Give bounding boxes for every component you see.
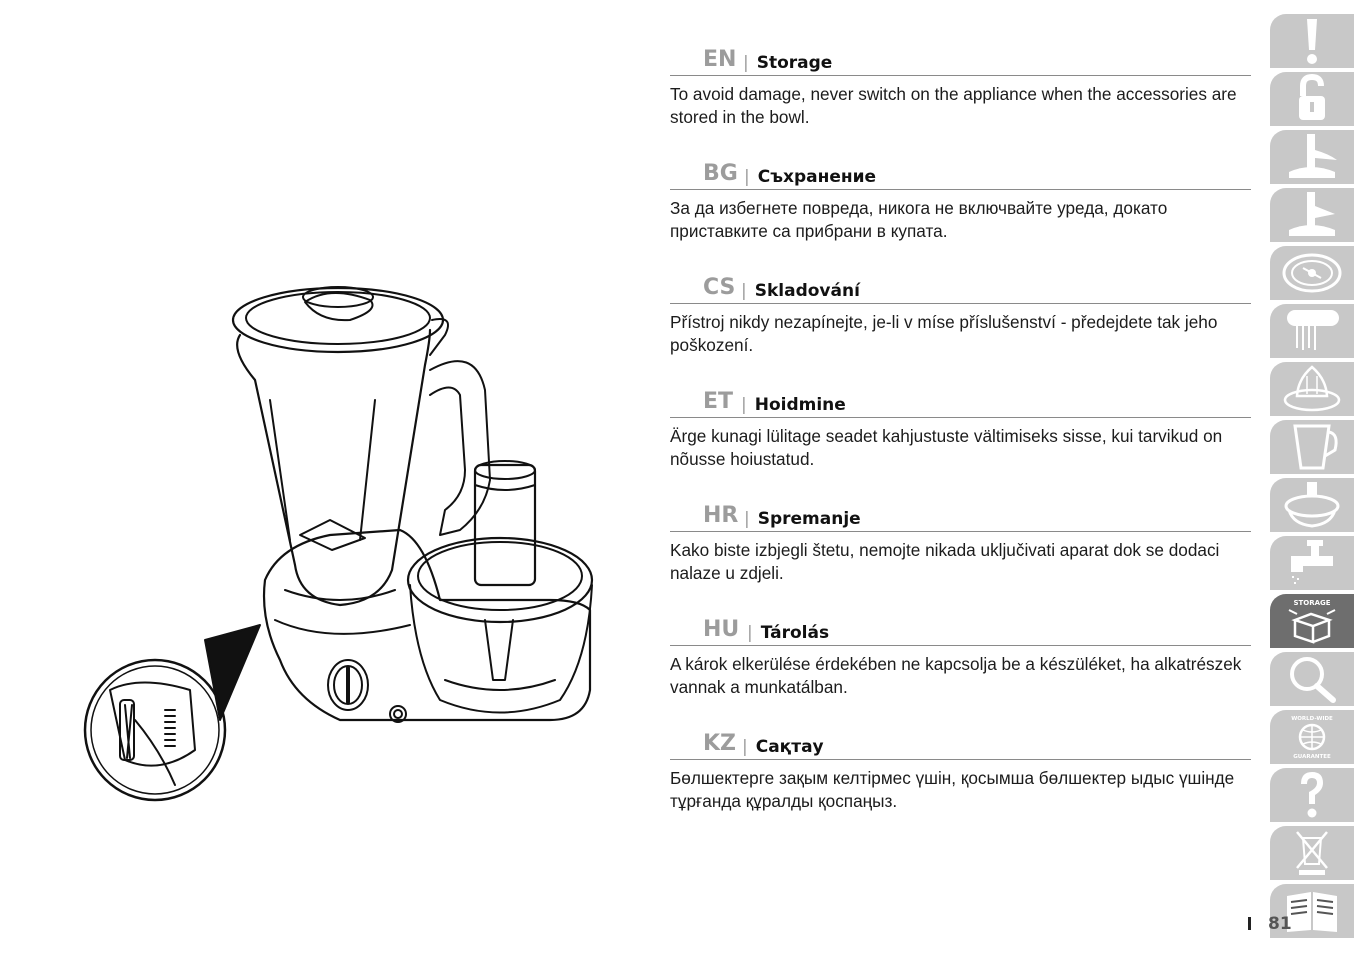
page-number [1248,914,1292,934]
section-header [670,386,1251,418]
blender-jug-icon [1281,422,1343,472]
knife-blade-icon [1281,132,1343,182]
section-title: Skladování [754,281,860,301]
section-title: Сақтау [755,737,824,757]
section-et [670,386,1251,500]
separator: | [741,395,747,415]
product-illustration [80,280,610,810]
section-cs [670,272,1251,386]
section-title: Съхранение [757,167,877,187]
storage-box-icon [1281,596,1343,646]
guarantee-label-bottom: GUARANTEE [1293,753,1331,760]
globe-guarantee-icon [1281,712,1343,762]
section-text: Přístroj nikdy nezapínejte, je-li v míse příslušenství - předejdete tak jeho poškození. [670,312,1218,355]
tab-guarantee[interactable] [1270,710,1354,764]
section-header [670,44,1251,76]
tab-troubleshooting[interactable] [1270,652,1354,706]
tab-slicing-disc[interactable] [1270,246,1354,300]
separator: | [744,167,750,187]
section-hr [670,500,1251,614]
tab-whisk[interactable] [1270,304,1354,358]
guarantee-label-top: WORLD-WIDE [1291,715,1333,722]
section-title: Spremanje [757,509,861,529]
cleaning-tap-icon [1281,538,1343,588]
section-bg [670,158,1251,272]
section-kz [670,728,1251,842]
section-title: Tárolás [760,623,830,643]
section-text: Kako biste izbjegli štetu, nemojte nikada uključivati aparat dok se dodaci nalaze u zdjeli. [670,540,1220,583]
tab-disposal[interactable] [1270,826,1354,880]
separator: | [743,53,749,73]
lang-code: CS [703,275,736,300]
section-header [670,614,1251,646]
section-title: Storage [756,53,833,73]
lang-code: HU [703,617,740,642]
section-text: Ärge kunagi lülitage seadet kahjustuste vältimiseks sisse, kui tarvikud on nõusse hoiustatud. [670,426,1223,469]
tab-knife-blade[interactable] [1270,130,1354,184]
question-mark-icon [1281,770,1343,820]
tab-citrus-press[interactable] [1270,362,1354,416]
whisk-icon [1281,306,1343,356]
section-text: To avoid damage, never switch on the appliance when the accessories are stored in the bowl. [670,84,1237,127]
tab-warnings[interactable] [1270,14,1354,68]
magnifier-icon [1281,654,1343,704]
assembly-icon [1281,480,1343,530]
section-text: За да избегнете повреда, никога не включвайте уреда, докато приставките са прибрани в купата. [670,198,1168,241]
page-number-value: 81 [1268,914,1292,934]
section-hu [670,614,1251,728]
unlock-icon [1281,74,1343,124]
lang-code: KZ [703,731,736,756]
section-text: A károk elkerülése érdekében ne kapcsolja be a készüléket, ha alkatrészek vannak a munkatálban. [670,654,1242,697]
lang-code: BG [703,161,738,186]
lang-code: ET [703,389,734,414]
section-title: Hoidmine [754,395,846,415]
dough-blade-icon [1281,190,1343,240]
section-text: Бөлшектерге зақым келтірмес үшін, қосымша бөлшектер ыдыс үшінде тұрғанда құралды қоспаңыз. [670,768,1235,811]
chapter-tabs [1270,14,1354,942]
storage-tab-label: STORAGE [1293,598,1331,607]
tab-cleaning[interactable] [1270,536,1354,590]
tab-dough-blade[interactable] [1270,188,1354,242]
tab-storage[interactable] [1270,594,1354,648]
section-en [670,44,1251,158]
separator: | [741,281,747,301]
section-header [670,272,1251,304]
separator: | [747,623,753,643]
citrus-press-icon [1281,364,1343,414]
lang-code: HR [703,503,739,528]
lang-code: EN [703,47,737,72]
separator: | [744,509,750,529]
section-header [670,158,1251,190]
section-header [670,728,1251,760]
tab-help[interactable] [1270,768,1354,822]
storage-sections [670,44,1251,842]
tab-blender-jug[interactable] [1270,420,1354,474]
tab-assembly[interactable] [1270,478,1354,532]
separator: | [742,737,748,757]
warning-exclamation-icon [1281,16,1343,66]
slicing-disc-icon [1281,248,1343,298]
tab-unlock[interactable] [1270,72,1354,126]
section-header [670,500,1251,532]
crossed-bin-icon [1281,828,1343,878]
